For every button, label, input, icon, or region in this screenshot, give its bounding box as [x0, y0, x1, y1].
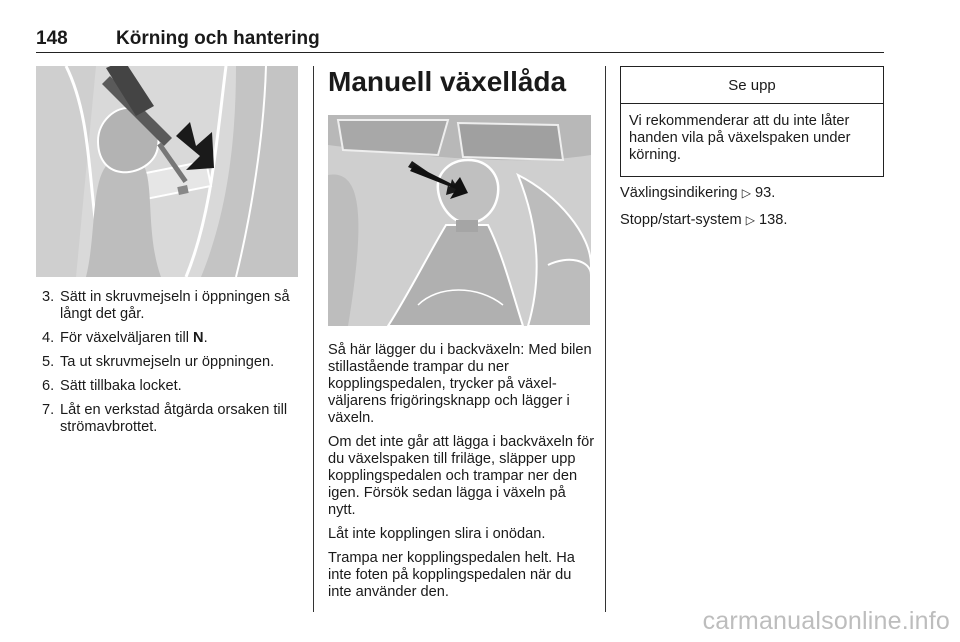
- section-title: Manuell växellåda: [328, 66, 567, 97]
- gear-position-n: N: [193, 330, 204, 346]
- step-number: 4.: [42, 330, 55, 346]
- reference-page: 138.: [754, 212, 788, 228]
- watermark: carmanualsonline.info: [702, 607, 950, 635]
- step-text: Sätt tillbaka locket.: [60, 378, 182, 394]
- reference-link[interactable]: [620, 185, 884, 202]
- step-number: 5.: [42, 354, 55, 370]
- reference-label: Stopp/start-system: [620, 212, 746, 228]
- step-item: [36, 289, 300, 323]
- column-divider-right: [605, 66, 606, 612]
- step-item: [36, 330, 300, 347]
- reference-page: 93.: [750, 185, 776, 201]
- step-number: 7.: [42, 402, 55, 418]
- procedure-steps: [36, 289, 300, 443]
- paragraph: Om det inte går att lägga i backväxeln för du växelspaken till friläge, släpper upp kopplingspedalen och trampar ner den igen. Försök sedan lägga i växeln på nytt.: [328, 434, 595, 518]
- arrow-reference-icon: ▷: [741, 186, 751, 200]
- reference-label: Växlingsindikering: [620, 185, 742, 201]
- gear-lever-illustration: [328, 115, 591, 326]
- paragraph: Låt inte kopplingen slira i onödan.: [328, 526, 546, 542]
- step-item: [36, 378, 300, 395]
- step-text: Ta ut skruvmejseln ur öppningen.: [60, 354, 275, 370]
- step-text-end: .: [203, 330, 208, 346]
- step-text: Sätt in skruvmejseln i öppningen så långt det går.: [60, 289, 290, 322]
- screwdriver-illustration: [36, 66, 298, 277]
- step-item: [36, 402, 300, 436]
- running-title: Körning och hantering: [116, 28, 320, 49]
- step-text: För växelväljaren till: [60, 330, 194, 346]
- step-item: [36, 354, 300, 371]
- caution-heading: Se upp: [621, 67, 883, 104]
- step-number: 3.: [42, 289, 55, 305]
- body-text: [328, 342, 596, 608]
- step-text: Låt en verkstad åtgärda orsaken till strömavbrottet.: [60, 402, 288, 435]
- header-rule: [36, 52, 884, 53]
- paragraph: Trampa ner kopplingspedalen helt. Ha inte foten på kopplingspedalen när du inte använder den.: [328, 550, 575, 600]
- arrow-reference-icon: ▷: [745, 213, 755, 227]
- caution-box: [620, 66, 884, 177]
- page-header: [36, 28, 884, 52]
- caution-text: Vi rekommenderar att du inte låter handen vila på växelspaken under körning.: [629, 113, 851, 163]
- column-divider-left: [313, 66, 314, 612]
- cross-references: [620, 185, 884, 239]
- reference-link[interactable]: [620, 212, 884, 229]
- step-number: 6.: [42, 378, 55, 394]
- page-number: 148: [36, 28, 68, 49]
- paragraph: Så här lägger du i backväxeln: Med bilen stillastående trampar du ner kopplingspedalen, trycker på växelväljarens frigöringsknapp och lägger i växeln.: [328, 342, 592, 426]
